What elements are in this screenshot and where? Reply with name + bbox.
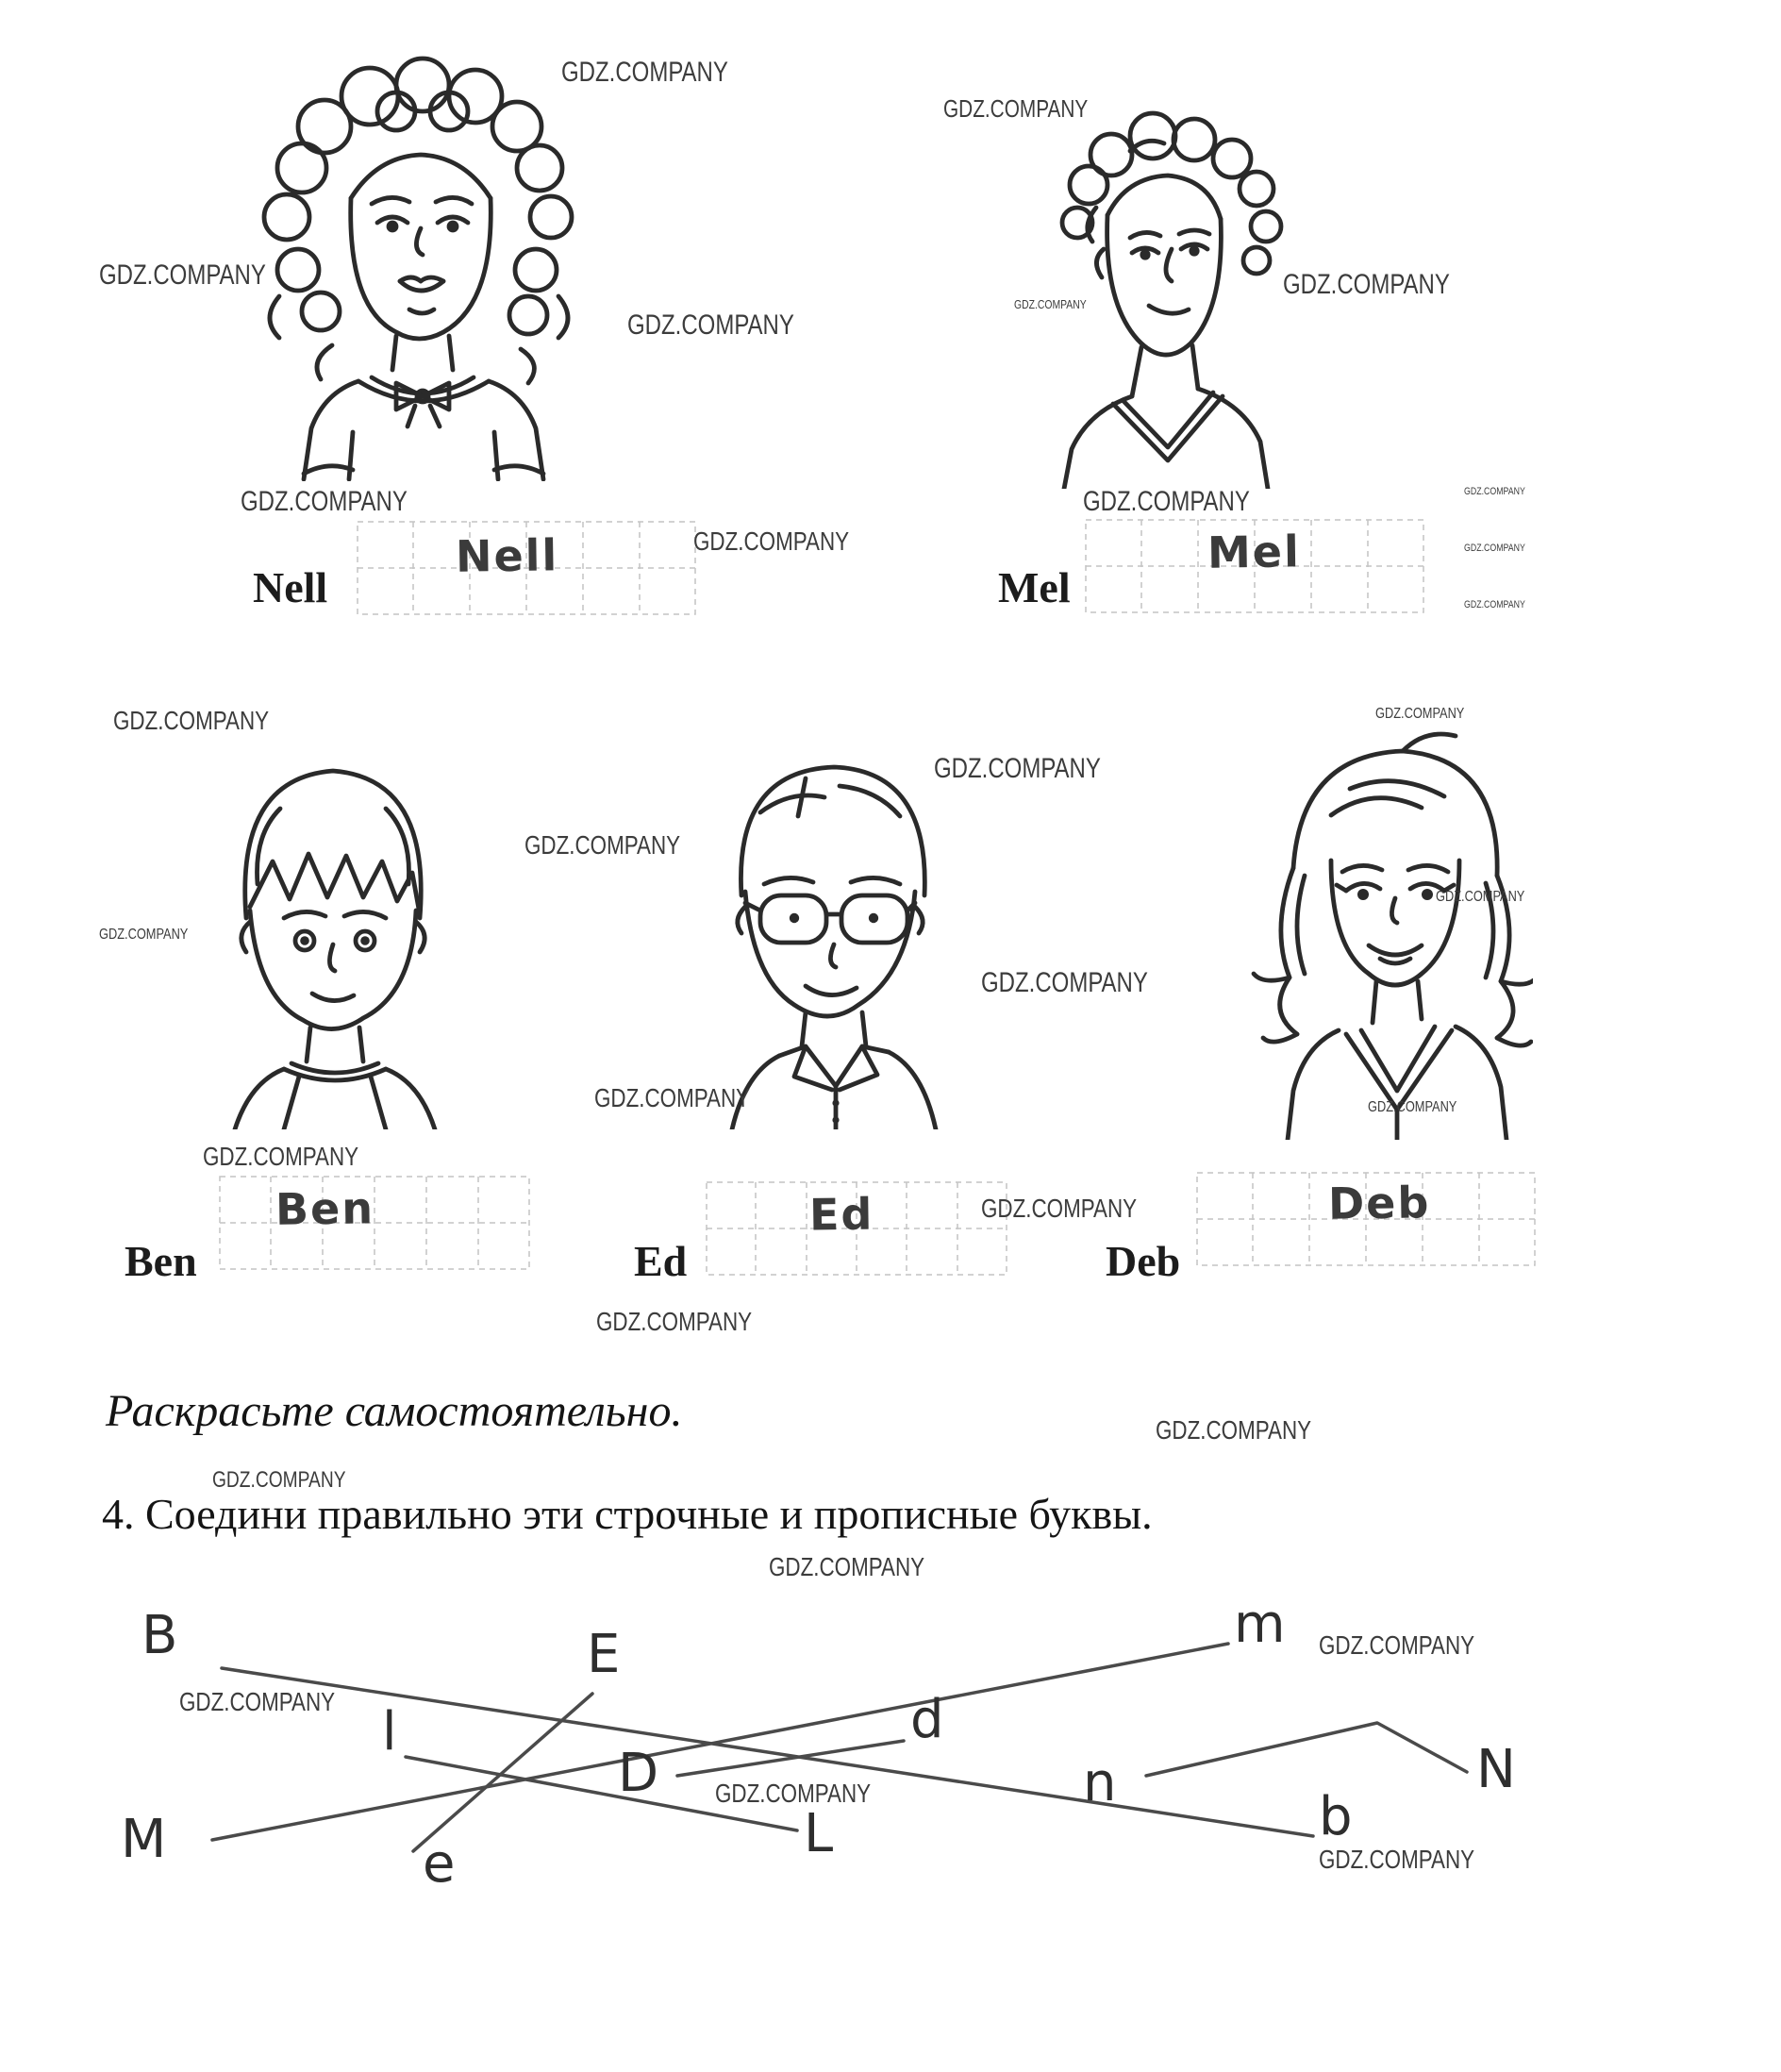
watermark: GDZ.COMPANY bbox=[693, 526, 850, 556]
watermark: GDZ.COMPANY bbox=[627, 309, 794, 341]
watermark: GDZ.COMPANY bbox=[1464, 486, 1525, 497]
letter-D: D bbox=[618, 1743, 659, 1804]
watermark: GDZ.COMPANY bbox=[594, 1083, 751, 1112]
letter-B: B bbox=[141, 1605, 178, 1666]
line-E-e bbox=[413, 1694, 592, 1851]
watermark: GDZ.COMPANY bbox=[1436, 889, 1525, 905]
instruction-color-yourself: Раскрасьте самостоятельно. bbox=[106, 1386, 683, 1436]
watermark: GDZ.COMPANY bbox=[1464, 543, 1525, 554]
letter-L: L bbox=[804, 1803, 834, 1864]
watermark: GDZ.COMPANY bbox=[1319, 1845, 1475, 1874]
watermark: GDZ.COMPANY bbox=[99, 927, 189, 943]
name-label-nell: Nell bbox=[253, 563, 328, 611]
watermark: GDZ.COMPANY bbox=[1375, 706, 1465, 722]
letter-d: d bbox=[910, 1689, 944, 1750]
letter-N: N bbox=[1476, 1739, 1516, 1800]
portrait-mel bbox=[998, 83, 1319, 489]
portrait-deb-drawing bbox=[1222, 706, 1533, 1140]
letter-n: n bbox=[1083, 1752, 1117, 1813]
watermark: GDZ.COMPANY bbox=[212, 1467, 346, 1493]
letter-E: E bbox=[587, 1624, 621, 1685]
copybook-mel bbox=[1085, 519, 1424, 613]
watermark: GDZ.COMPANY bbox=[981, 967, 1148, 998]
letter-m: m bbox=[1234, 1594, 1286, 1655]
watermark: GDZ.COMPANY bbox=[241, 486, 408, 517]
task4-heading: 4. Соедини правильно эти строчные и прописные буквы. bbox=[102, 1490, 1153, 1538]
watermark: GDZ.COMPANY bbox=[113, 706, 270, 735]
letter-b: b bbox=[1319, 1786, 1353, 1847]
watermark: GDZ.COMPANY bbox=[596, 1307, 753, 1336]
handwritten-nell: Nell bbox=[455, 529, 559, 582]
handwritten-mel: Mel bbox=[1207, 526, 1302, 578]
watermark: GDZ.COMPANY bbox=[524, 830, 681, 860]
watermark: GDZ.COMPANY bbox=[934, 753, 1101, 784]
watermark: GDZ.COMPANY bbox=[1283, 269, 1450, 300]
watermark: GDZ.COMPANY bbox=[943, 94, 1089, 123]
handwritten-ben: Ben bbox=[275, 1182, 375, 1235]
watermark: GDZ.COMPANY bbox=[203, 1142, 359, 1171]
copybook-nell bbox=[357, 521, 696, 615]
watermark: GDZ.COMPANY bbox=[99, 259, 266, 291]
watermark: GDZ.COMPANY bbox=[561, 57, 728, 88]
line-D-d bbox=[677, 1741, 904, 1776]
watermark: GDZ.COMPANY bbox=[1014, 297, 1087, 311]
copybook-ed bbox=[706, 1181, 1007, 1276]
portrait-nell bbox=[215, 28, 621, 481]
portrait-ben-drawing bbox=[175, 722, 486, 1129]
name-label-mel: Mel bbox=[998, 563, 1071, 611]
watermark: GDZ.COMPANY bbox=[769, 1552, 925, 1581]
watermark: GDZ.COMPANY bbox=[1083, 486, 1250, 517]
watermark: GDZ.COMPANY bbox=[1319, 1630, 1475, 1660]
watermark: GDZ.COMPANY bbox=[1368, 1099, 1457, 1115]
letter-M: M bbox=[121, 1809, 167, 1870]
watermark: GDZ.COMPANY bbox=[1464, 599, 1525, 610]
portrait-deb bbox=[1222, 706, 1533, 1140]
portrait-ben bbox=[175, 722, 486, 1129]
watermark: GDZ.COMPANY bbox=[981, 1194, 1138, 1223]
name-label-ben: Ben bbox=[125, 1237, 197, 1285]
letter-e: e bbox=[423, 1833, 456, 1895]
name-label-deb: Deb bbox=[1106, 1237, 1181, 1285]
letter-l: l bbox=[382, 1701, 397, 1763]
line-M-m bbox=[212, 1644, 1228, 1840]
line-n-N bbox=[1146, 1723, 1467, 1776]
portrait-mel-drawing bbox=[998, 83, 1319, 489]
handwritten-ed: Ed bbox=[808, 1188, 874, 1241]
handwritten-deb: Deb bbox=[1327, 1177, 1431, 1229]
watermark: GDZ.COMPANY bbox=[715, 1779, 872, 1808]
portrait-nell-drawing bbox=[215, 28, 621, 481]
name-label-ed: Ed bbox=[634, 1237, 688, 1285]
copybook-ben bbox=[219, 1176, 530, 1270]
copybook-deb bbox=[1196, 1172, 1536, 1266]
watermark: GDZ.COMPANY bbox=[1156, 1415, 1312, 1445]
watermark: GDZ.COMPANY bbox=[179, 1687, 336, 1716]
